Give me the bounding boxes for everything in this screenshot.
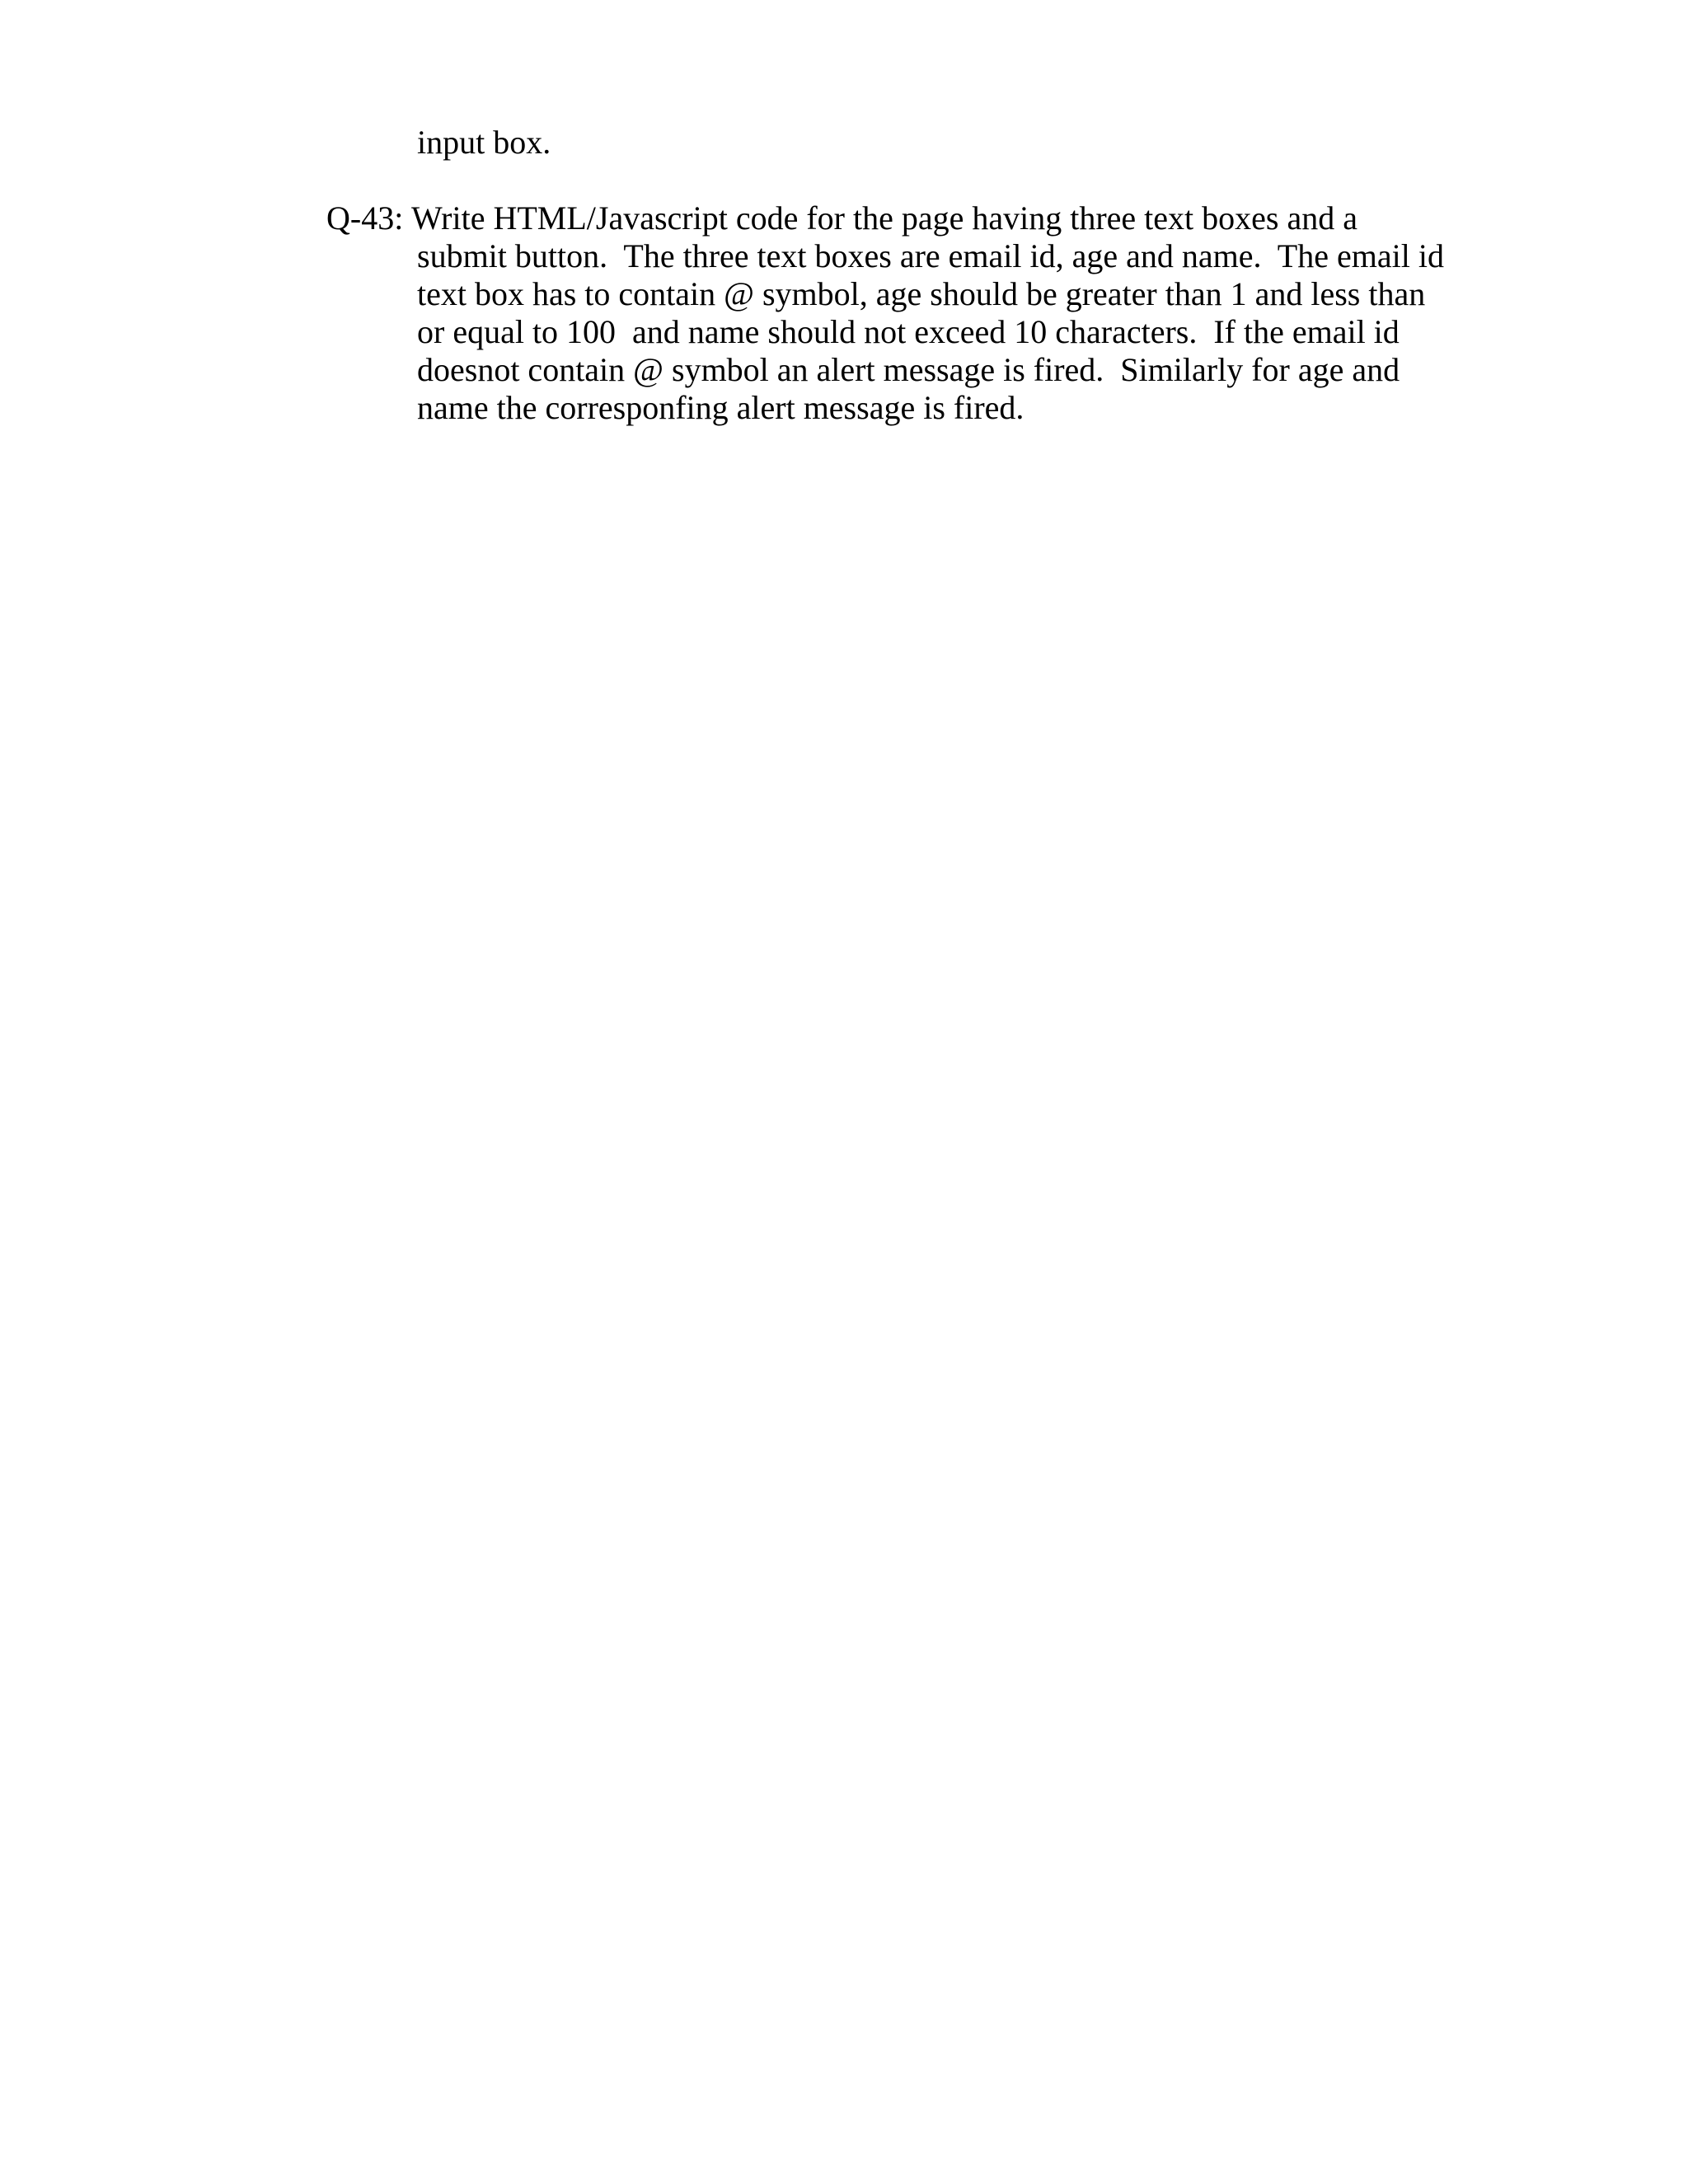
question-text-line: doesnot contain @ symbol an alert message is fired. Similarly for age and bbox=[417, 351, 1400, 388]
question-text-line: name the corresponfing alert message is fired. bbox=[417, 389, 1025, 426]
continuation-text: input box. bbox=[417, 124, 551, 161]
question-label: Q-43: bbox=[326, 199, 404, 237]
question-text-line: Write HTML/Javascript code for the page having three text boxes and a bbox=[411, 199, 1357, 237]
question-text-line: or equal to 100 and name should not exceed 10 characters. If the email id bbox=[417, 313, 1400, 350]
question-text-line: text box has to contain @ symbol, age should be greater than 1 and less than bbox=[417, 275, 1426, 312]
question-text-line: submit button. The three text boxes are email id, age and name. The email id bbox=[417, 237, 1444, 274]
